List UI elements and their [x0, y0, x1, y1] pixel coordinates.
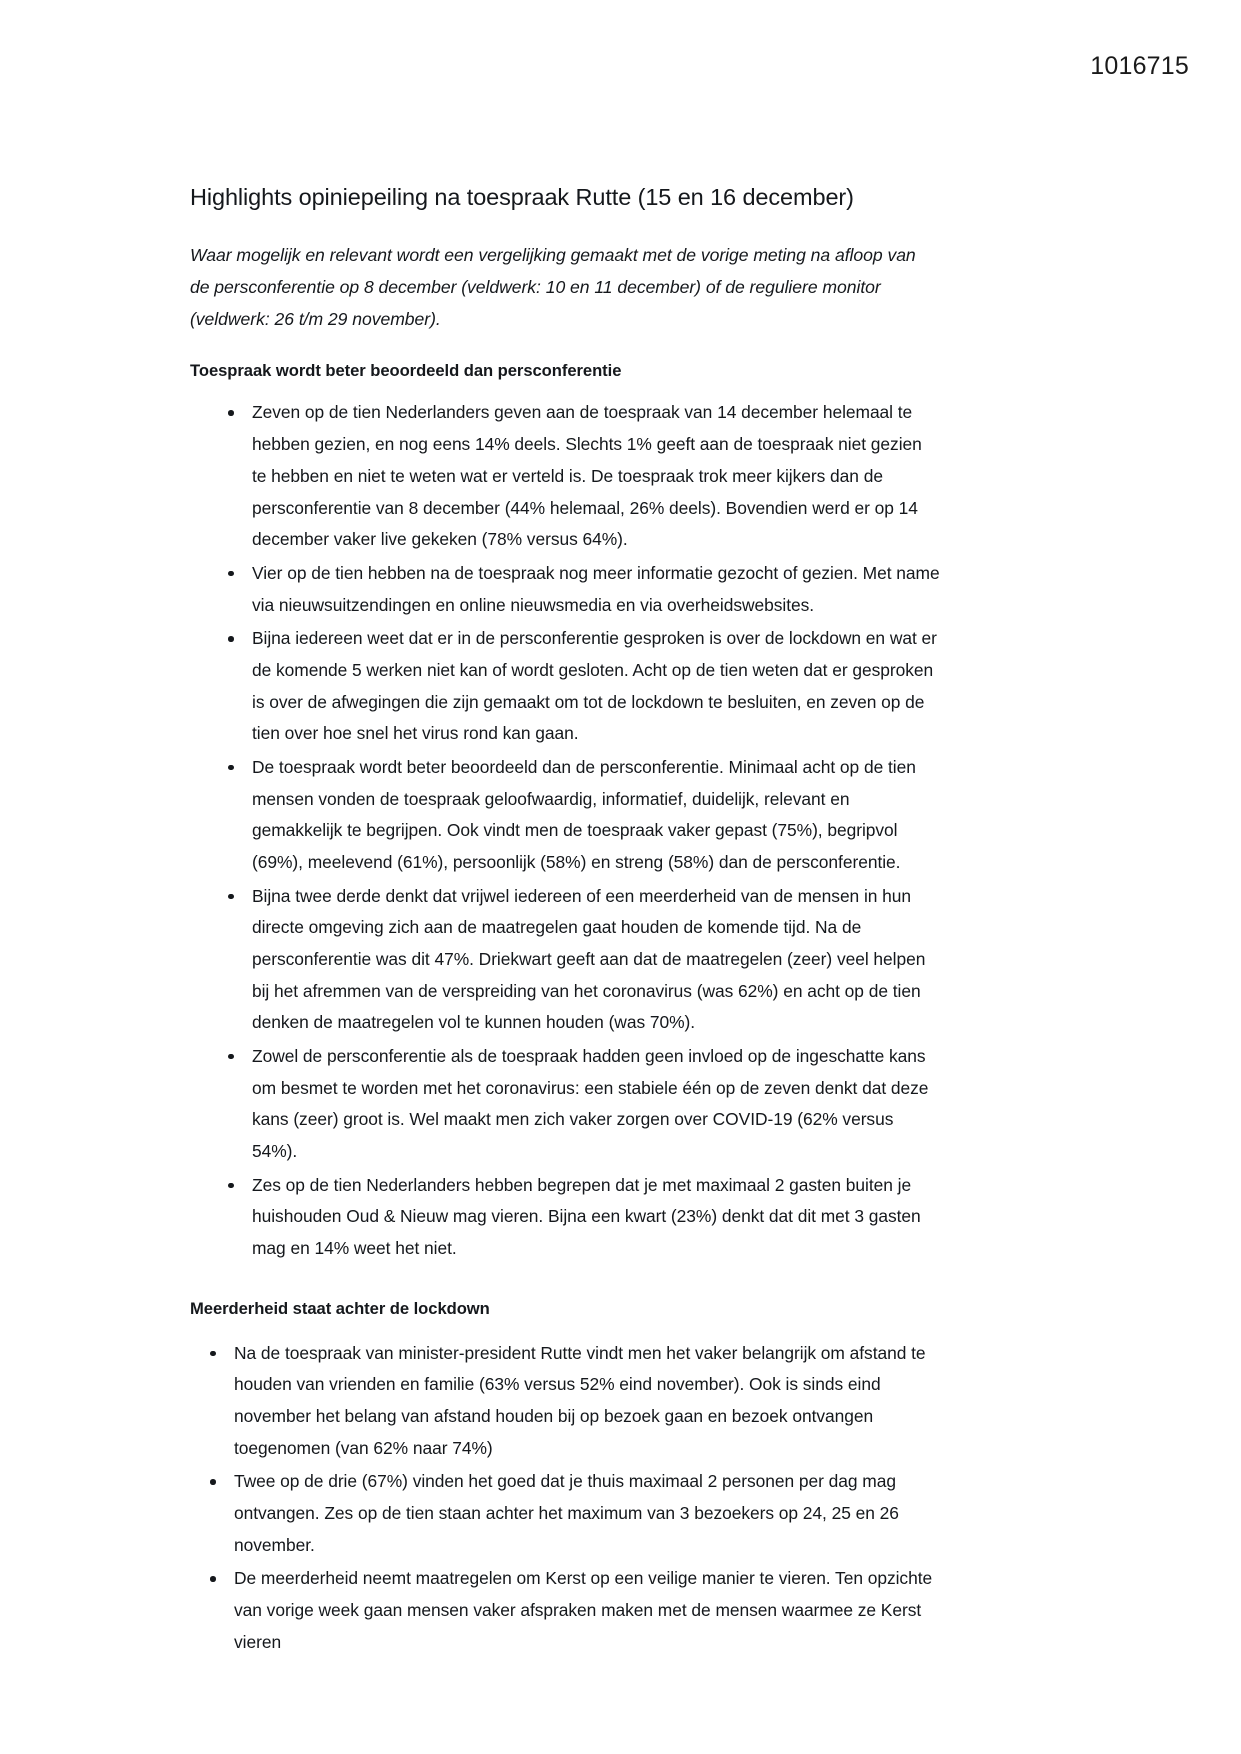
- list-item: Bijna iedereen weet dat er in de persconferentie gesproken is over de lockdown en wat er de komende 5 werken niet kan of wordt gesloten. Acht op de tien weten dat er gesproken is over de afwegingen die zijn gemaakt om tot de lockdown te besluiten, en zeven op de tien over hoe snel het virus rond kan gaan.: [218, 623, 940, 750]
- list-item: De toespraak wordt beter beoordeeld dan de persconferentie. Minimaal acht op de tien mensen vonden de toespraak geloofwaardig, informatief, duidelijk, relevant en gemakkelijk te begrijpen. Ook vindt men de toespraak vaker gepast (75%), begripvol (69%), meelevend (61%), persoonlijk (58%) en streng (58%) dan de persconferentie.: [218, 752, 940, 879]
- document-number: 1016715: [1090, 52, 1189, 80]
- list-item: Zeven op de tien Nederlanders geven aan de toespraak van 14 december helemaal te hebben gezien, en nog eens 14% deels. Slechts 1% geeft aan de toespraak niet gezien te hebben en niet te weten wat er verteld is. De toespraak trok meer kijkers dan de persconferentie van 8 december (44% helemaal, 26% deels). Bovendien werd er op 14 december vaker live gekeken (78% versus 64%).: [218, 397, 940, 555]
- list-item: Na de toespraak van minister-president Rutte vindt men het vaker belangrijk om afstand te houden van vrienden en familie (63% versus 52% eind november). Ook is sinds eind november het belang van afstand houden bij op bezoek gaan en bezoek ontvangen toegenomen (van 62% naar 74%): [200, 1338, 940, 1465]
- section-toespraak: [190, 359, 950, 1265]
- list-item: Vier op de tien hebben na de toespraak nog meer informatie gezocht of gezien. Met name via nieuwsuitzendingen en online nieuwsmedia en via overheidswebsites.: [218, 558, 940, 621]
- section-heading-toespraak: Toespraak wordt beter beoordeeld dan persconferentie: [190, 360, 622, 380]
- list-item: Twee op de drie (67%) vinden het goed dat je thuis maximaal 2 personen per dag mag ontvangen. Zes op de tien staan achter het maximum van 3 bezoekers op 24, 25 en 26 november.: [200, 1466, 940, 1561]
- list-item: De meerderheid neemt maatregelen om Kerst op een veilige manier te vieren. Ten opzichte van vorige week gaan mensen vaker afspraken maken met de mensen waarmee ze Kerst vieren: [200, 1563, 940, 1658]
- list-item: Zes op de tien Nederlanders hebben begrepen dat je met maximaal 2 gasten buiten je huishouden Oud & Nieuw mag vieren. Bijna een kwart (23%) denkt dat dit met 3 gasten mag en 14% weet het niet.: [218, 1170, 940, 1265]
- page-title: Highlights opiniepeiling na toespraak Rutte (15 en 16 december): [190, 184, 854, 210]
- bullet-list-lockdown: [200, 1338, 940, 1659]
- list-item: Zowel de persconferentie als de toespraak hadden geen invloed op de ingeschatte kans om besmet te worden met het coronavirus: een stabiele één op de zeven denkt dat deze kans (zeer) groot is. Wel maakt men zich vaker zorgen over COVID-19 (62% versus 54%).: [218, 1041, 940, 1168]
- section-lockdown: [190, 1297, 950, 1659]
- list-item: Bijna twee derde denkt dat vrijwel iedereen of een meerderheid van de mensen in hun directe omgeving zich aan de maatregelen gaat houden de komende tijd. Na de persconferentie was dit 47%. Driekwart geeft aan dat de maatregelen (zeer) veel helpen bij het afremmen van de verspreiding van het coronavirus (was 62%) en acht op de tien denken de maatregelen vol te kunnen houden (was 70%).: [218, 881, 940, 1039]
- document-content: [190, 182, 950, 1660]
- bullet-list-toespraak: [218, 397, 940, 1264]
- section-heading-lockdown: Meerderheid staat achter de lockdown: [190, 1298, 490, 1318]
- intro-paragraph: Waar mogelijk en relevant wordt een vergelijking gemaakt met de vorige meting na afloop van de persconferentie op 8 december (veldwerk: 10 en 11 december) of de reguliere monitor (veldwerk: 26 t/m 29 november).: [190, 244, 916, 329]
